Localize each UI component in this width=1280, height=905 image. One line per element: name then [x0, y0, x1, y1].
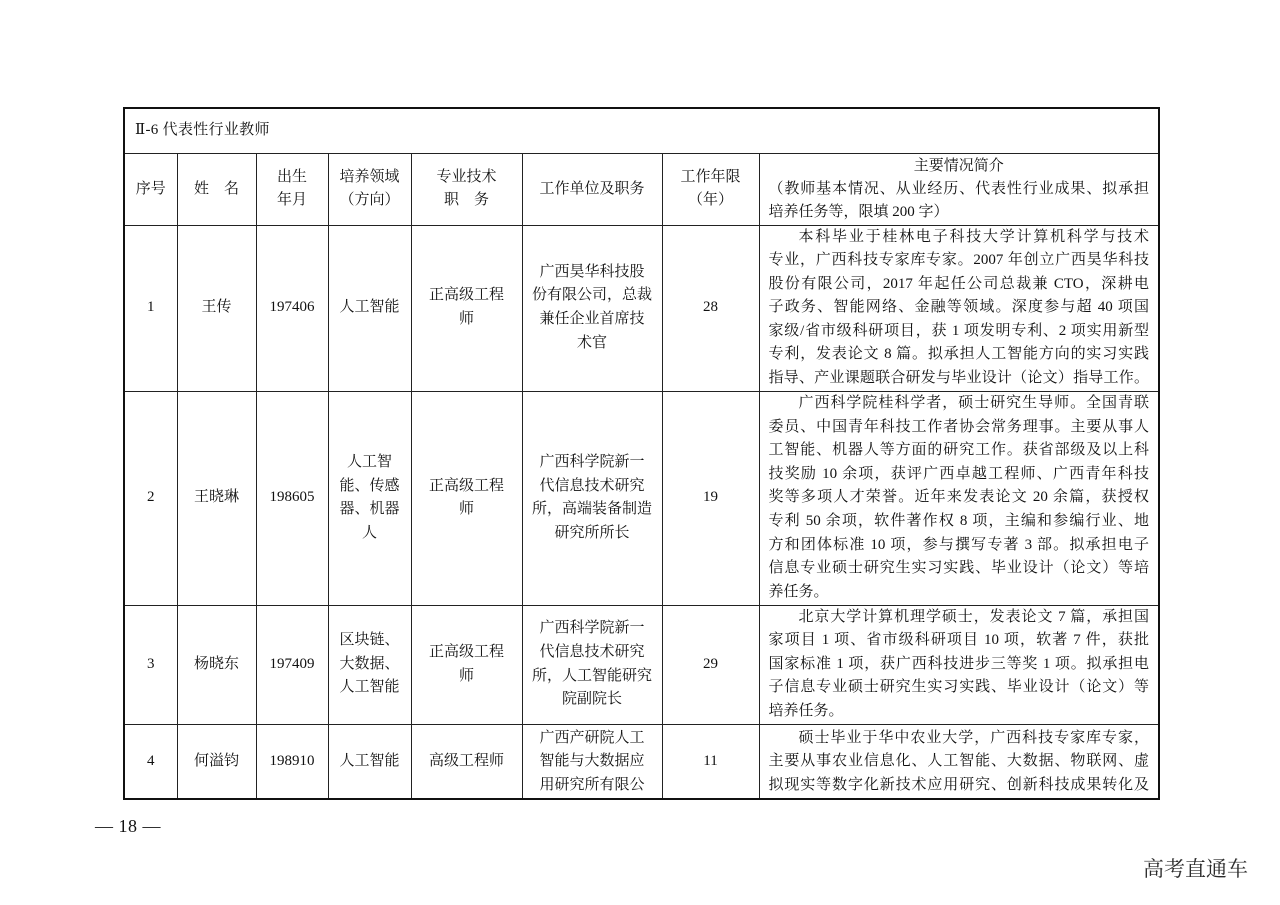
header-field-label: 培养领域: [339, 169, 400, 185]
table-title-row: [124, 108, 1159, 153]
employer-line: 份有限公司，总裁: [531, 287, 652, 304]
table-row: [124, 391, 1159, 605]
header-name-label: 姓 名: [193, 180, 239, 197]
rank-line: 高级工程师: [428, 752, 504, 769]
cell-years: [662, 724, 759, 799]
cell-name: [177, 391, 256, 605]
header-birth: [256, 153, 328, 225]
cell-field: [328, 605, 411, 724]
summary-line: 主要从事农业信息化、人工智能、大数据、物联网、虚: [768, 753, 1149, 770]
teacher-table: [123, 107, 1160, 800]
cell-birth: [256, 605, 328, 724]
cell-birth: [256, 391, 328, 605]
employer-line: 广西昊华科技股: [539, 263, 645, 280]
field-line: 人: [361, 524, 377, 541]
header-field: [328, 153, 411, 225]
watermark-logo-text: 高考直通车: [1143, 857, 1248, 881]
employer-line: 广西科学院新一: [539, 453, 645, 470]
teacher-table-body: [124, 108, 1159, 799]
summary-line: 硕士毕业于华中农业大学，广西科技专家库专家，: [798, 729, 1149, 746]
rank-line: 师: [458, 501, 474, 518]
rank-line: 正高级工程: [428, 644, 504, 661]
table-header-row: [124, 153, 1159, 225]
cell-summary: [759, 605, 1159, 724]
cell-field: [328, 225, 411, 391]
birth-text: 198605: [269, 489, 315, 506]
header-birth-label: 出生: [276, 169, 307, 185]
cell-birth: [256, 225, 328, 391]
summary-line: 国家标准 1 项，获广西科技进步三等奖 1 项。拟承担电: [768, 655, 1149, 672]
field-line: 器、机器: [339, 501, 400, 518]
summary-line: 专利 50 余项，软件著作权 8 项，主编和参编行业、地: [768, 512, 1149, 529]
header-rank: [411, 153, 522, 225]
header-employer-label: 工作单位及职务: [539, 180, 645, 197]
summary-line: 专利，发表论文 8 篇。拟承担人工智能方向的实习实践: [768, 346, 1149, 363]
cell-years: [662, 391, 759, 605]
summary-line: 专业，广西科技专家库专家。2007 年创立广西昊华科技: [768, 252, 1149, 269]
cell-summary: [759, 225, 1159, 391]
rank-line: 正高级工程: [428, 477, 504, 494]
header-birth-label: 年月: [276, 192, 307, 208]
summary-line: 股份有限公司，2017 年起任公司总裁兼 CTO，深耕电: [768, 275, 1149, 292]
summary-line: 委员、中国青年科技工作者协会常务理事。主要从事人: [768, 418, 1149, 435]
cell-rank: [411, 724, 522, 799]
employer-line: 术官: [576, 334, 607, 351]
header-no-label: 序号: [135, 180, 166, 197]
employer-line: 广西科学院新一: [539, 620, 645, 637]
years-text: 28: [703, 299, 718, 316]
section-title: Ⅱ-6 代表性行业教师: [124, 108, 1159, 153]
header-years-label: （年）: [687, 192, 733, 208]
name-text: 杨晓东: [193, 655, 239, 672]
summary-line: 子信息专业硕士研究生实习实践、毕业设计（论文）等: [768, 679, 1149, 696]
field-line: 人工智能: [339, 299, 400, 316]
summary-line: 指导、产业课题联合研发与毕业设计（论文）指导工作。: [768, 370, 1149, 387]
cell-no: [124, 225, 177, 391]
header-field-label: （方向）: [339, 192, 400, 208]
employer-line: 代信息技术研究: [539, 644, 645, 661]
employer-line: 广西产研院人工: [539, 729, 645, 746]
employer-line: 研究所所长: [554, 524, 630, 541]
birth-text: 197409: [269, 655, 315, 672]
header-summary-title: 主要情况简介: [913, 157, 1004, 174]
cell-summary: [759, 724, 1159, 799]
cell-name: [177, 724, 256, 799]
summary-line: 方和团体标准 10 项，参与撰写专著 3 部。拟承担电子: [768, 536, 1149, 553]
no-text: 3: [147, 655, 155, 672]
name-text: 王传: [201, 299, 232, 316]
no-text: 1: [147, 299, 155, 316]
cell-employer: [522, 391, 662, 605]
summary-line: 养任务。: [768, 583, 829, 600]
summary-line: 子政务、智能网络、金融等领域。深度参与超 40 项国: [768, 299, 1149, 316]
summary-line: 信息专业硕士研究生实习实践、毕业设计（论文）等培: [768, 560, 1149, 577]
years-text: 19: [703, 489, 718, 506]
cell-no: [124, 391, 177, 605]
summary-line: 培养任务。: [768, 703, 844, 720]
rank-line: 师: [458, 667, 474, 684]
table-row: [124, 605, 1159, 724]
summary-line: 技奖励 10 余项，获评广西卓越工程师、广西青年科技: [768, 465, 1149, 482]
cell-rank: [411, 605, 522, 724]
no-text: 2: [147, 489, 155, 506]
header-rank-label: 职 务: [443, 192, 489, 208]
years-text: 29: [703, 655, 718, 672]
field-line: 人工智: [346, 453, 392, 470]
rank-line: 正高级工程: [428, 287, 504, 304]
cell-no: [124, 605, 177, 724]
cell-employer: [522, 225, 662, 391]
summary-line: 北京大学计算机理学硕士，发表论文 7 篇，承担国: [798, 608, 1149, 625]
field-line: 区块链、: [339, 632, 400, 649]
field-line: 能、传感: [339, 477, 400, 494]
name-text: 何溢钧: [193, 752, 239, 769]
cell-rank: [411, 225, 522, 391]
header-summary-note: （教师基本情况、从业经历、代表性行业成果、拟承担: [768, 180, 1149, 197]
header-summary-note: 培养任务等，限填 200 字）: [768, 203, 949, 220]
employer-line: 所，高端装备制造: [531, 501, 652, 518]
rank-line: 师: [458, 311, 474, 328]
birth-text: 198910: [269, 752, 315, 769]
cell-name: [177, 605, 256, 724]
header-summary: [759, 153, 1159, 225]
employer-line: 所，人工智能研究: [531, 667, 652, 684]
summary-line: 拟现实等数字化新技术应用研究、创新科技成果转化及: [768, 776, 1149, 793]
field-line: 人工智能: [339, 752, 400, 769]
summary-line: 广西科学院桂科学者，硕士研究生导师。全国青联: [798, 394, 1149, 411]
years-text: 11: [703, 752, 718, 769]
cell-birth: [256, 724, 328, 799]
header-rank-label: 专业技术: [436, 169, 497, 185]
cell-summary: [759, 391, 1159, 605]
no-text: 4: [147, 752, 155, 769]
summary-line: 本科毕业于桂林电子科技大学计算机科学与技术: [798, 228, 1149, 245]
summary-line: 奖等多项人才荣誉。近年来发表论文 20 余篇，获授权: [768, 489, 1149, 506]
page-number: — 18 —: [95, 816, 161, 836]
table-row: [124, 225, 1159, 391]
header-years-label: 工作年限: [680, 169, 741, 185]
cell-years: [662, 225, 759, 391]
field-line: 大数据、: [339, 655, 400, 672]
header-employer: [522, 153, 662, 225]
employer-line: 兼任企业首席技: [539, 311, 645, 328]
cell-employer: [522, 605, 662, 724]
name-text: 王晓琳: [193, 489, 239, 506]
employer-line: 代信息技术研究: [539, 477, 645, 494]
cell-name: [177, 225, 256, 391]
employer-line: 院副院长: [561, 691, 622, 708]
cell-years: [662, 605, 759, 724]
summary-line: 家项目 1 项、省市级科研项目 10 项，软著 7 件，获批: [768, 632, 1149, 649]
employer-line: 用研究所有限公: [539, 776, 645, 793]
header-no: [124, 153, 177, 225]
summary-line: 工智能、机器人等方面的研究工作。获省部级及以上科: [768, 442, 1149, 459]
field-line: 人工智能: [339, 679, 400, 696]
birth-text: 197406: [269, 299, 315, 316]
cell-field: [328, 391, 411, 605]
header-name: [177, 153, 256, 225]
cell-rank: [411, 391, 522, 605]
summary-line: 家级/省市级科研项目，获 1 项发明专利、2 项实用新型: [768, 322, 1149, 339]
table-row: [124, 724, 1159, 799]
cell-employer: [522, 724, 662, 799]
header-years: [662, 153, 759, 225]
employer-line: 智能与大数据应: [539, 753, 645, 770]
cell-no: [124, 724, 177, 799]
cell-field: [328, 724, 411, 799]
